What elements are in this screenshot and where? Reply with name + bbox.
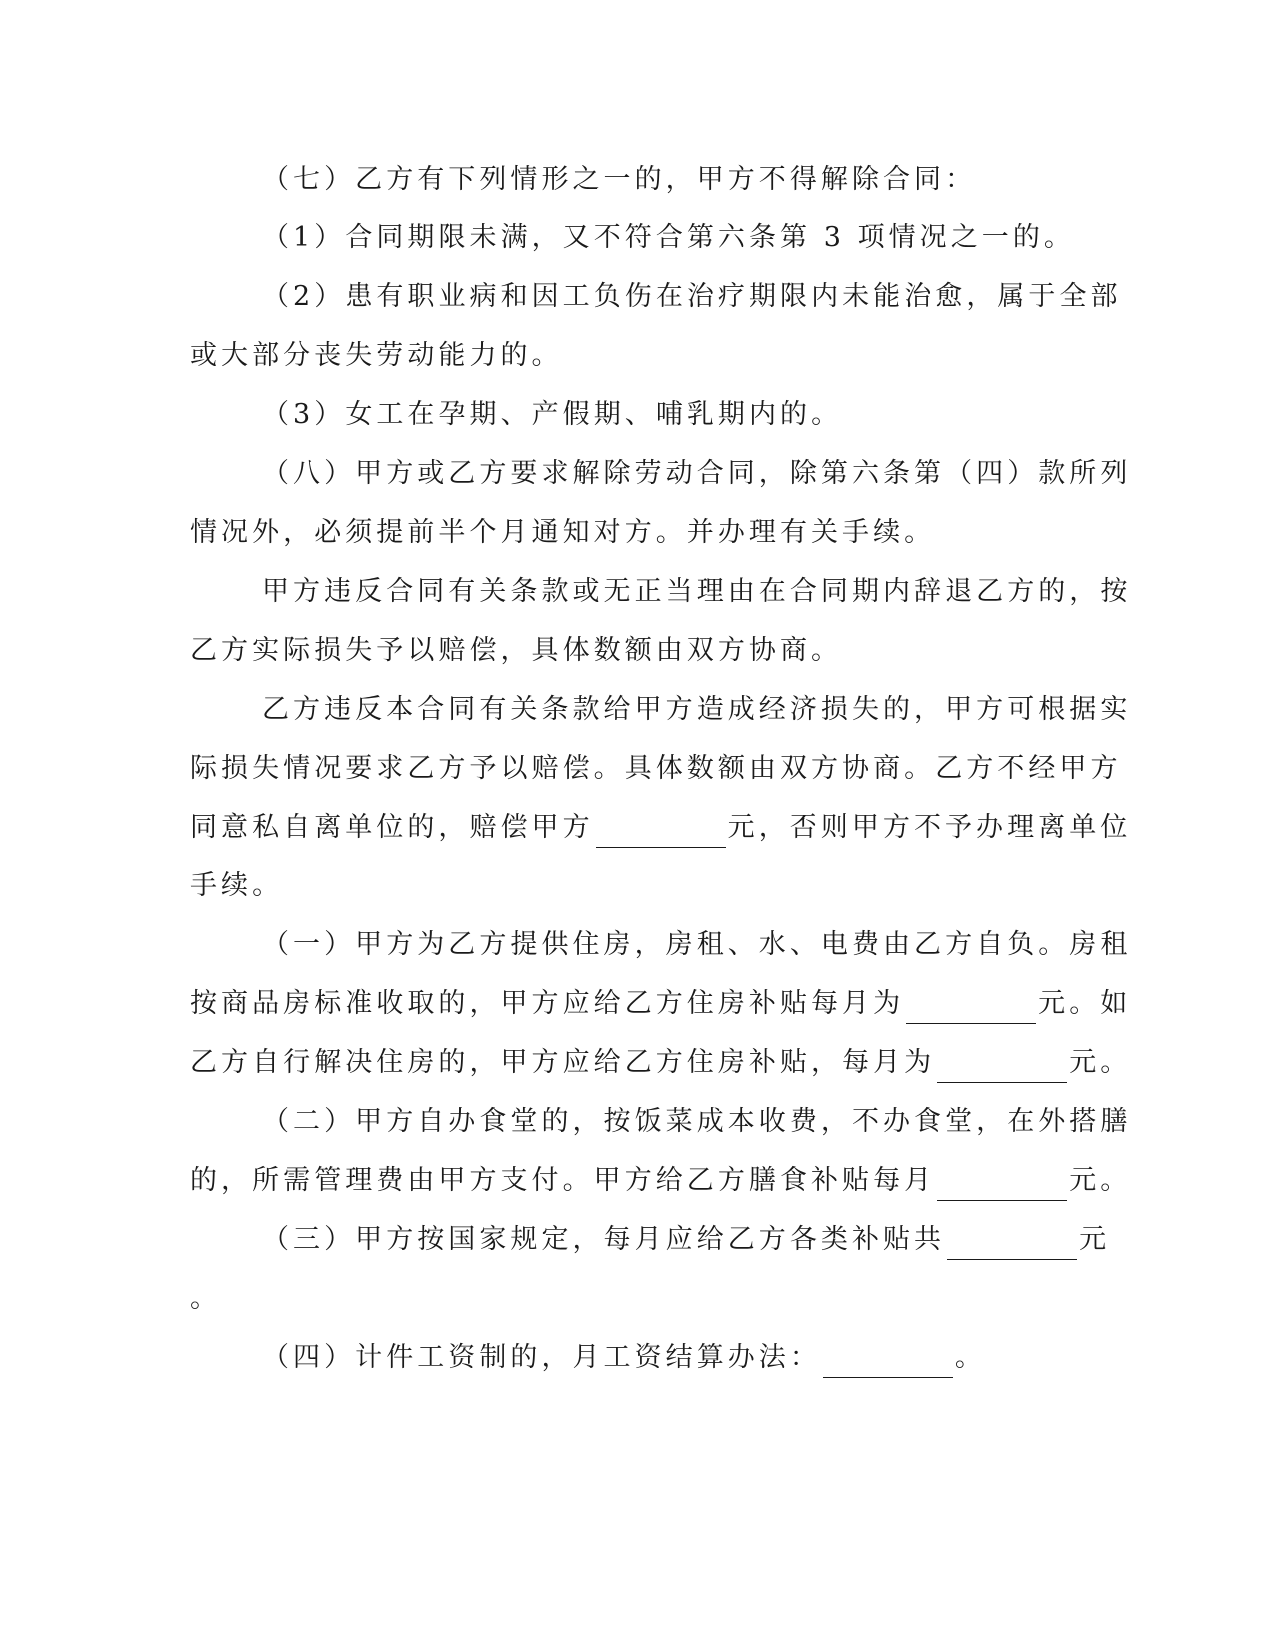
fill-in-blank (823, 1347, 953, 1378)
paragraph-line-with-blank (190, 1043, 1132, 1083)
fill-in-blank (947, 1229, 1077, 1260)
paragraph-line: 甲方违反合同有关条款或无正当理由在合同期内辞退乙方的，按 (262, 576, 1132, 607)
paragraph-line: 。 (190, 1283, 222, 1314)
paragraph-line-with-blank (262, 1338, 1080, 1378)
paragraph-line-with-blank (190, 984, 1132, 1024)
fill-in-blank (906, 993, 1036, 1024)
line-text-after: 元。如 (1038, 988, 1132, 1019)
line-text-before: （三）甲方按国家规定，每月应给乙方各类补贴共 (262, 1224, 946, 1255)
fill-in-blank (937, 1170, 1067, 1201)
paragraph-line-with-blank (190, 808, 1132, 848)
line-text-after: 元，否则甲方不予办理离单位 (727, 812, 1132, 843)
paragraph-line: （八）甲方或乙方要求解除劳动合同，除第六条第（四）款所列 (262, 458, 1132, 489)
paragraph-line: （3）女工在孕期、产假期、哺乳期内的。 (262, 399, 843, 430)
line-text-before: 同意私自离单位的，赔偿甲方 (190, 812, 594, 843)
paragraph-line: （1）合同期限未满，又不符合第六条第 3 项情况之一的。 (262, 222, 1075, 253)
line-text-after: 元。 (1069, 1047, 1132, 1078)
paragraph-line-with-blank (190, 1161, 1132, 1201)
paragraph-line: 情况外，必须提前半个月通知对方。并办理有关手续。 (190, 517, 936, 548)
paragraph-line: 乙方实际损失予以赔偿，具体数额由双方协商。 (190, 635, 843, 666)
line-text-before: 乙方自行解决住房的，甲方应给乙方住房补贴，每月为 (190, 1047, 936, 1078)
paragraph-line: （一）甲方为乙方提供住房，房租、水、电费由乙方自负。房租 (262, 929, 1132, 960)
paragraph-line: 际损失情况要求乙方予以赔偿。具体数额由双方协商。乙方不经甲方 (190, 753, 1122, 784)
paragraph-line-with-blank (262, 1220, 1111, 1260)
line-text-before: 的，所需管理费由甲方支付。甲方给乙方膳食补贴每月 (190, 1165, 936, 1196)
paragraph-line: 手续。 (190, 870, 284, 901)
line-text-after: 元 (1079, 1224, 1111, 1255)
paragraph-line: 乙方违反本合同有关条款给甲方造成经济损失的，甲方可根据实 (262, 694, 1132, 725)
paragraph-line: 或大部分丧失劳动能力的。 (190, 340, 563, 371)
line-text-before: 按商品房标准收取的，甲方应给乙方住房补贴每月为 (190, 988, 905, 1019)
line-text-before: （四）计件工资制的，月工资结算办法： (262, 1342, 821, 1373)
paragraph-line: （二）甲方自办食堂的，按饭菜成本收费，不办食堂，在外搭膳 (262, 1106, 1132, 1137)
paragraph-line: （2）患有职业病和因工负伤在治疗期限内未能治愈，属于全部 (262, 281, 1122, 312)
line-text-after: 元。 (1069, 1165, 1132, 1196)
line-text-after: 。 (954, 1342, 986, 1373)
fill-in-blank (937, 1052, 1067, 1083)
fill-in-blank (596, 817, 726, 848)
paragraph-line: （七）乙方有下列情形之一的，甲方不得解除合同： (262, 164, 977, 195)
